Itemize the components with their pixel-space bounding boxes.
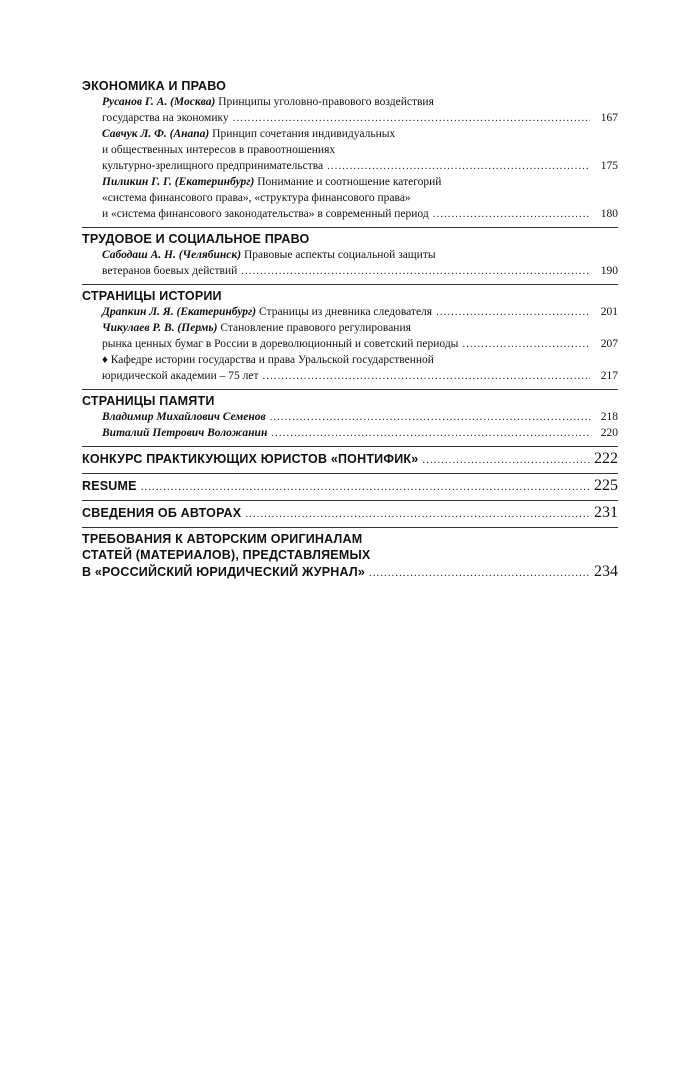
leader-dots (327, 158, 590, 174)
entry-line (102, 304, 618, 320)
section-memory (82, 389, 618, 441)
page-number: 222 (594, 450, 618, 467)
entry-line (102, 320, 618, 336)
entry-line (82, 450, 618, 468)
entry-title: и общественных интересов в правоотношениях (102, 144, 336, 156)
leader-dots (233, 110, 590, 126)
entry-title: ♦ Кафедре истории государства и права Уральской государственной (102, 354, 434, 366)
page-number: 231 (594, 504, 618, 521)
section-requirements[interactable] (82, 527, 618, 581)
toc-entry[interactable] (82, 320, 618, 352)
entry-title: Принципы уголовно-правового воздействия (218, 96, 434, 108)
entry-title: Понимание и соотношение категорий (257, 176, 442, 188)
section-economy-law (82, 78, 618, 222)
entry-line (102, 190, 618, 206)
page-number: 175 (600, 160, 618, 172)
entry-line (102, 158, 618, 174)
leader-dots (369, 567, 590, 579)
page-number: 207 (600, 338, 618, 350)
page-number: 218 (600, 411, 618, 423)
section-history (82, 284, 618, 384)
entry-author: Савчук Л. Ф. (Анапа) (102, 128, 210, 140)
page-number: 167 (600, 112, 618, 124)
leader-dots (462, 336, 590, 352)
entry-line (102, 110, 618, 126)
toc-entry[interactable] (82, 352, 618, 384)
leader-dots (422, 454, 590, 466)
page-number: 234 (594, 563, 618, 580)
entry-title: Принцип сочетания индивидуальных (212, 128, 396, 140)
leader-dots (433, 206, 590, 222)
entry-title: Правовые аспекты социальной защиты (243, 249, 436, 261)
page-number: 225 (594, 477, 618, 494)
leader-dots (245, 508, 590, 520)
toc-entry[interactable] (82, 304, 618, 320)
section-title: ТРЕБОВАНИЯ К АВТОРСКИМ ОРИГИНАЛАМ (82, 532, 363, 546)
entry-author: Чикулаев Р. В. (Пермь) (102, 322, 218, 334)
section-contest[interactable] (82, 446, 618, 468)
entry-line (82, 563, 618, 581)
entry-title: и «система финансового законодательства» в современный период (102, 208, 429, 220)
entry-title: рынка ценных бумаг в России в дореволюционный и советский периоды (102, 338, 459, 350)
leader-dots (436, 304, 590, 320)
entry-line (102, 247, 618, 263)
entry-author: Драпкин Л. Я. (Екатеринбург) (102, 306, 257, 318)
entry-line (82, 477, 618, 495)
entry-line (82, 504, 618, 522)
toc-entry[interactable] (82, 94, 618, 126)
entry-line (102, 206, 618, 222)
section-title: В «РОССИЙСКИЙ ЮРИДИЧЕСКИЙ ЖУРНАЛ» (82, 565, 366, 579)
page-number: 190 (600, 265, 618, 277)
entry-line (102, 126, 618, 142)
section-title: КОНКУРС ПРАКТИКУЮЩИХ ЮРИСТОВ «ПОНТИФИК» (82, 452, 419, 466)
entry-author: Сабодаш А. Н. (Челябинск) (102, 249, 242, 261)
entry-line (102, 425, 618, 441)
page-number: 201 (600, 306, 618, 318)
entry-title: культурно-зрелищного предпринимательства (102, 160, 324, 172)
entry-line (102, 409, 618, 425)
entry-line (102, 263, 618, 279)
entry-line (102, 352, 618, 368)
leader-dots (141, 481, 590, 493)
leader-dots (262, 368, 590, 384)
toc-entry[interactable] (82, 126, 618, 174)
leader-dots (241, 263, 590, 279)
entry-title: «система финансового права», «структура финансового права» (102, 192, 411, 204)
entry-title: юридической академии – 75 лет (102, 370, 259, 382)
page-number: 180 (600, 208, 618, 220)
page-number: 217 (600, 370, 618, 382)
section-title: СТРАНИЦЫ ИСТОРИИ (82, 289, 222, 303)
toc-entry[interactable] (82, 425, 618, 441)
section-authors[interactable] (82, 500, 618, 522)
entry-line (102, 142, 618, 158)
entry-author: Пиликин Г. Г. (Екатеринбург) (102, 176, 255, 188)
section-resume[interactable] (82, 473, 618, 495)
section-title: ЭКОНОМИКА И ПРАВО (82, 79, 227, 93)
entry-author: Владимир Михайлович Семенов (102, 411, 266, 423)
entry-line (102, 174, 618, 190)
table-of-contents (82, 78, 618, 586)
toc-entry[interactable] (82, 409, 618, 425)
entry-line (102, 368, 618, 384)
entry-author: Русанов Г. А. (Москва) (102, 96, 216, 108)
entry-title: Становление правового регулирования (220, 322, 411, 334)
toc-entry[interactable] (82, 174, 618, 222)
section-labor-law (82, 227, 618, 279)
page-number: 220 (600, 427, 618, 439)
entry-author: Виталий Петрович Воложанин (102, 427, 268, 439)
entry-line (102, 336, 618, 352)
entry-line (102, 94, 618, 110)
entry-title: государства на экономику (102, 112, 229, 124)
section-title: СТАТЕЙ (МАТЕРИАЛОВ), ПРЕДСТАВЛЯЕМЫХ (82, 548, 371, 562)
section-title: СВЕДЕНИЯ ОБ АВТОРАХ (82, 506, 242, 520)
entry-title: Страницы из дневника следователя (259, 306, 433, 318)
section-title: ТРУДОВОЕ И СОЦИАЛЬНОЕ ПРАВО (82, 232, 310, 246)
entry-title: ветеранов боевых действий (102, 265, 238, 277)
section-title: RESUME (82, 479, 137, 493)
leader-dots (271, 425, 590, 441)
section-title: СТРАНИЦЫ ПАМЯТИ (82, 394, 215, 408)
leader-dots (270, 409, 590, 425)
toc-entry[interactable] (82, 247, 618, 279)
